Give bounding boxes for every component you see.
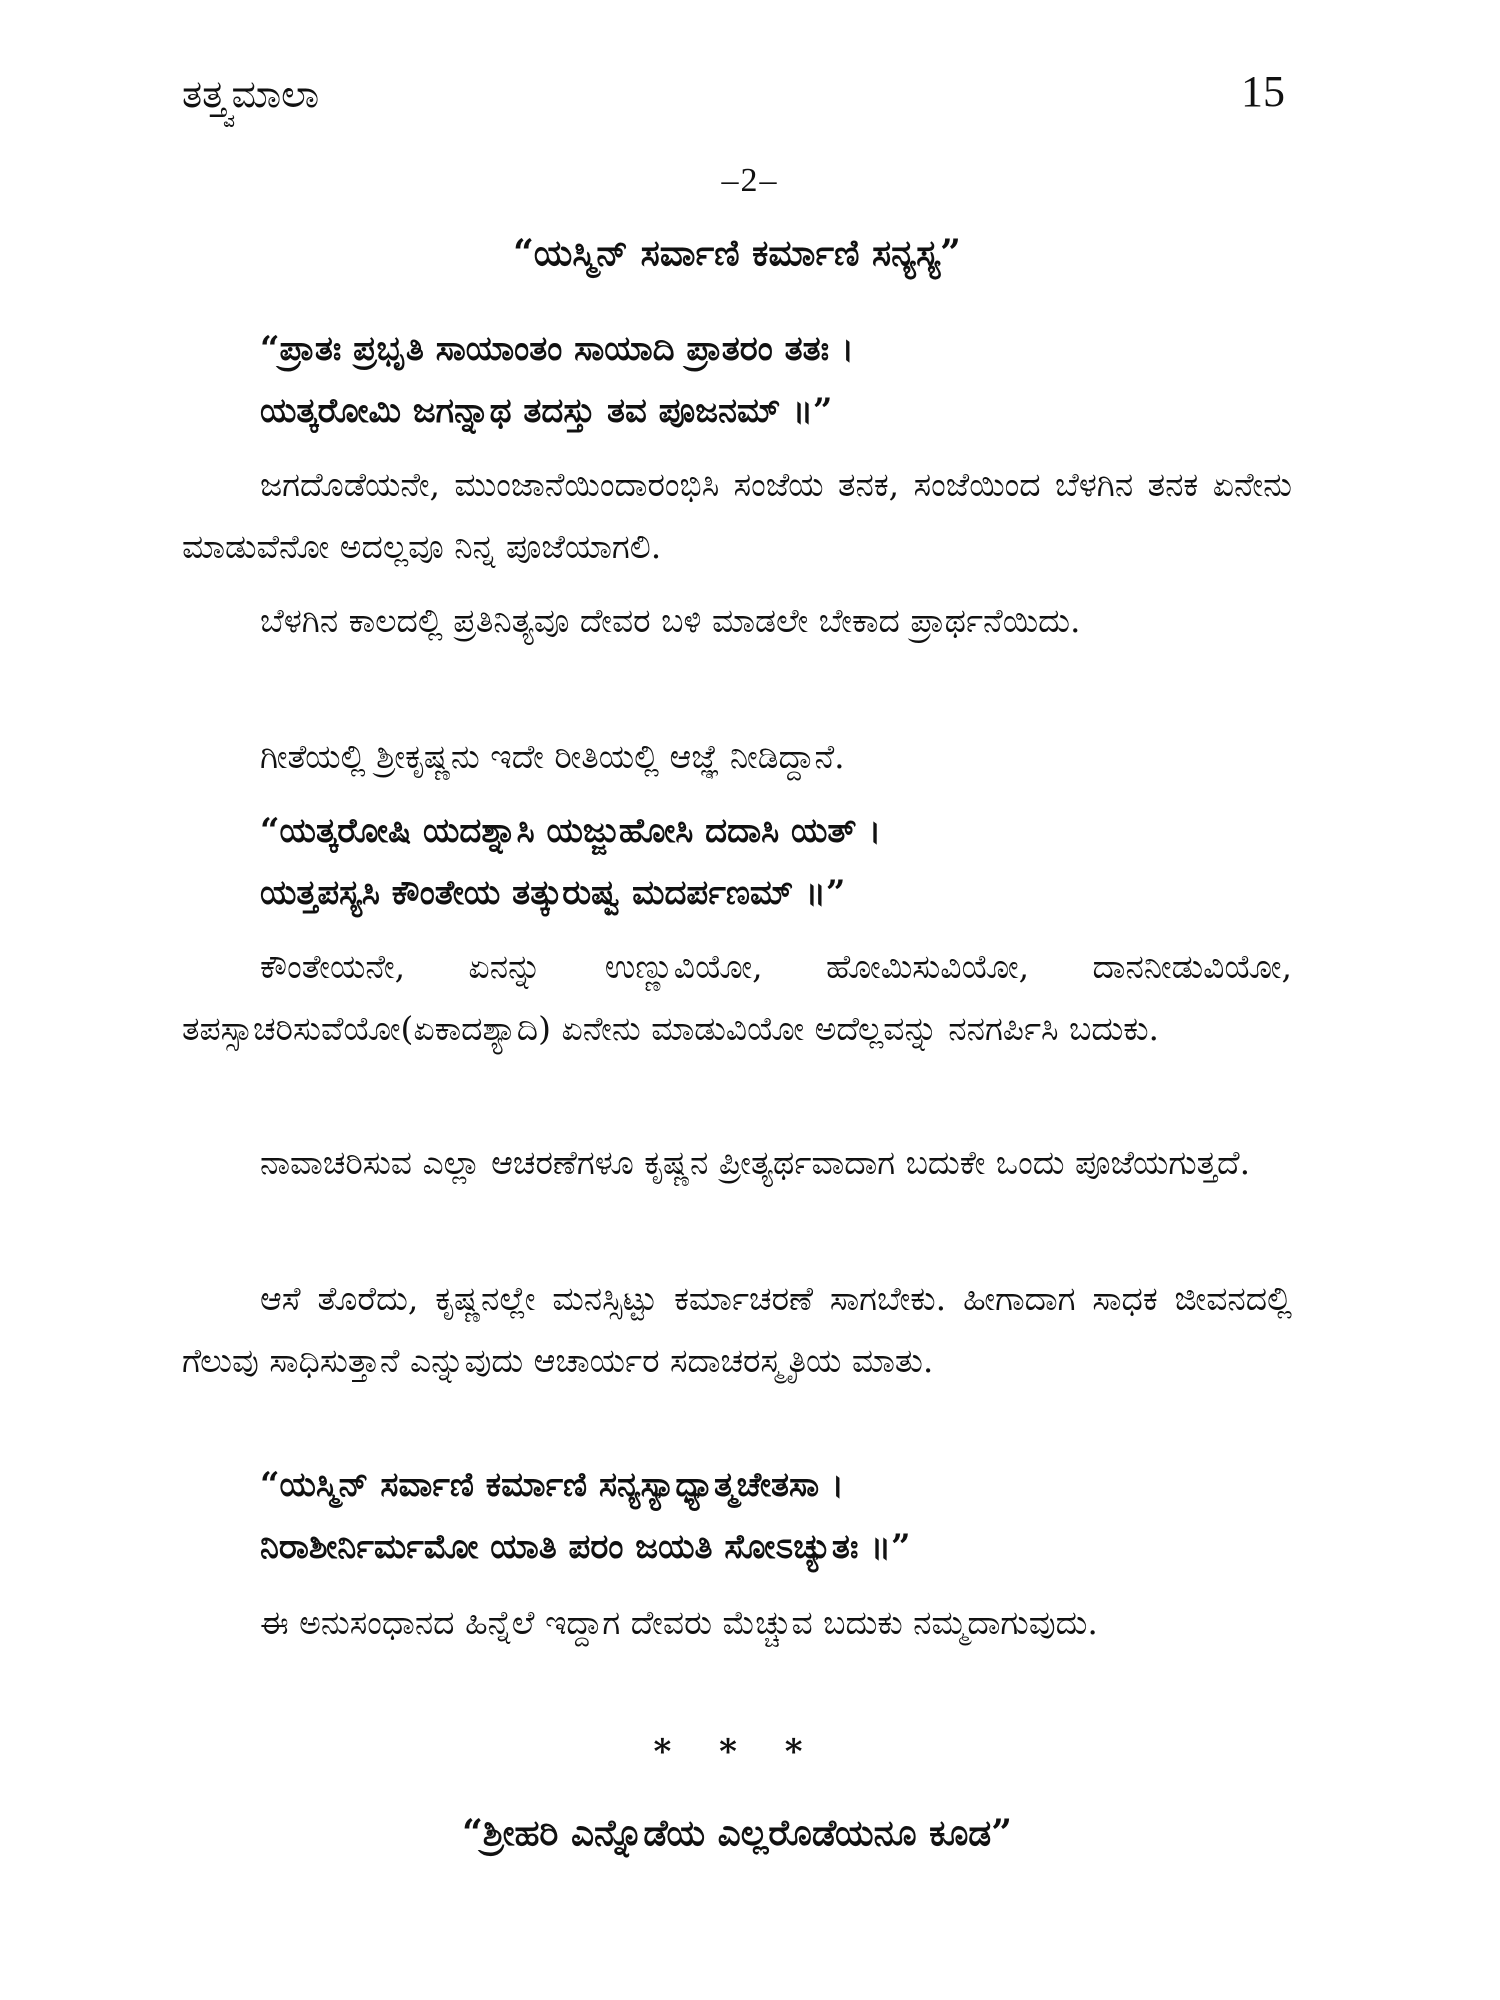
heading-text: “ಶ್ರೀಹರಿ ಎನ್ನೊಡೆಯ ಎಲ್ಲರೊಡೆಯನೂ ಕೂಡ” [462, 1812, 1012, 1854]
paragraph [182, 1268, 1292, 1392]
paragraph [182, 590, 1292, 652]
paragraph-text: ನಾವಾಚರಿಸುವ ಎಲ್ಲಾ ಆಚರಣೆಗಳೂ ಕೃಷ್ಣನ ಪ್ರೀತ್ಯರ್ಥವಾದಾಗ ಬದುಕೇ ಒಂದು ಪೂಜೆಯಗುತ್ತದೆ. [260, 1143, 1251, 1182]
paragraph-text: ಈ ಅನುಸಂಧಾನದ ಹಿನ್ನೆಲೆ ಇದ್ದಾಗ ದೇವರು ಮೆಚ್ಚುವ ಬದುಕು ನಮ್ಮದಾಗುವುದು. [260, 1603, 1098, 1642]
verse-line: ಯತ್ಕರೋಮಿ ಜಗನ್ನಾಥ ತದಸ್ತು ತವ ಪೂಜನಮ್ ॥” [260, 391, 833, 431]
next-heading [182, 1812, 1292, 1855]
verse-line: ನಿರಾಶೀರ್ನಿರ್ಮಮೋ ಯಾತಿ ಪರಂ ಜಯತಿ ಸೋಽಚ್ಯುತಃ ॥” [260, 1527, 911, 1567]
verse-block [182, 1454, 1292, 1578]
paragraph-text: ಬೆಳಗಿನ ಕಾಲದಲ್ಲಿ ಪ್ರತಿನಿತ್ಯವೂ ದೇವರ ಬಳಿ ಮಾಡಲೇ ಬೇಕಾದ ಪ್ರಾರ್ಥನೆಯಿದು. [260, 601, 1081, 640]
verse-text [182, 1454, 1292, 1578]
heading-text: “ಯಸ್ಮಿನ್ ಸರ್ವಾಣಿ ಕರ್ಮಾಣಿ ಸನ್ಯಸ್ಯ” [513, 232, 961, 274]
verse-text [182, 800, 1292, 924]
paragraph [182, 936, 1292, 1060]
section-heading [182, 232, 1292, 275]
paragraph-text: ಗೀತೆಯಲ್ಲಿ ಶ್ರೀಕೃಷ್ಣನು ಇದೇ ರೀತಿಯಲ್ಲಿ ಆಜ್ಞೆ ನೀಡಿದ್ದಾನೆ. [260, 737, 845, 776]
verse-line: “ಯತ್ಕರೋಷಿ ಯದಶ್ನಾಸಿ ಯಜ್ಜುಹೋಸಿ ದದಾಸಿ ಯತ್ । [260, 811, 882, 851]
paragraph-text: ಕೌಂತೇಯನೇ, ಏನನ್ನು ಉಣ್ಣುವಿಯೋ, ಹೋಮಿಸುವಿಯೋ, ದಾನನೀಡುವಿಯೋ, ತಪಸ್ಸಾಚರಿಸುವೆಯೋ(ಏಕಾದಶ್ಯಾದಿ) ಏನೇನು ಮಾಡುವಿಯೋ ಅದೆಲ್ಲವನ್ನು ನನಗರ್ಪಿಸಿ ಬದುಕು. [182, 947, 1292, 1048]
paragraph-text: ಜಗದೊಡೆಯನೇ, ಮುಂಜಾನೆಯಿಂದಾರಂಭಿಸಿ ಸಂಜೆಯ ತನಕ, ಸಂಜೆಯಿಂದ ಬೆಳಗಿನ ತನಕ ಏನೇನು ಮಾಡುವೆನೋ ಅದಲ್ಲವೂ ನಿನ್ನ ಪೂಜೆಯಾಗಲಿ. [182, 465, 1292, 566]
verse-block [182, 318, 1292, 442]
paragraph-text: ಆಸೆ ತೊರೆದು, ಕೃಷ್ಣನಲ್ಲೇ ಮನಸ್ಸಿಟ್ಟು ಕರ್ಮಾಚರಣೆ ಸಾಗಬೇಕು. ಹೀಗಾದಾಗ ಸಾಧಕ ಜೀವನದಲ್ಲಿ ಗೆಲುವು ಸಾಧಿಸುತ್ತಾನೆ ಎನ್ನುವುದು ಆಚಾರ್ಯರ ಸದಾಚರಸ್ಮೃತಿಯ ಮಾತು. [182, 1279, 1292, 1380]
section-separator [182, 1732, 1292, 1772]
page-number: 15 [1241, 67, 1285, 116]
running-title: ತತ್ತ್ವಮಾಲಾ [182, 72, 320, 116]
verse-text [182, 318, 1292, 442]
separator-stars: * * * [653, 1732, 821, 1772]
paragraph [182, 726, 1292, 788]
verse-line: “ಯಸ್ಮಿನ್ ಸರ್ವಾಣಿ ಕರ್ಮಾಣಿ ಸನ್ಯಸ್ಯಾಧ್ಯಾತ್ಮಚೇತಸಾ । [260, 1465, 844, 1505]
section-number: –2– [721, 162, 779, 199]
verse-line: “ಪ್ರಾತಃ ಪ್ರಭೃತಿ ಸಾಯಾಂತಂ ಸಾಯಾದಿ ಪ್ರಾತರಂ ತತಃ । [260, 329, 854, 369]
paragraph [182, 1592, 1292, 1654]
verse-line: ಯತ್ತಪಸ್ಯಸಿ ಕೌಂತೇಯ ತತ್ಕುರುಷ್ವ ಮದರ್ಪಣಮ್ ॥” [260, 873, 846, 913]
paragraph [182, 1132, 1292, 1194]
verse-block [182, 800, 1292, 924]
paragraph [182, 454, 1292, 578]
